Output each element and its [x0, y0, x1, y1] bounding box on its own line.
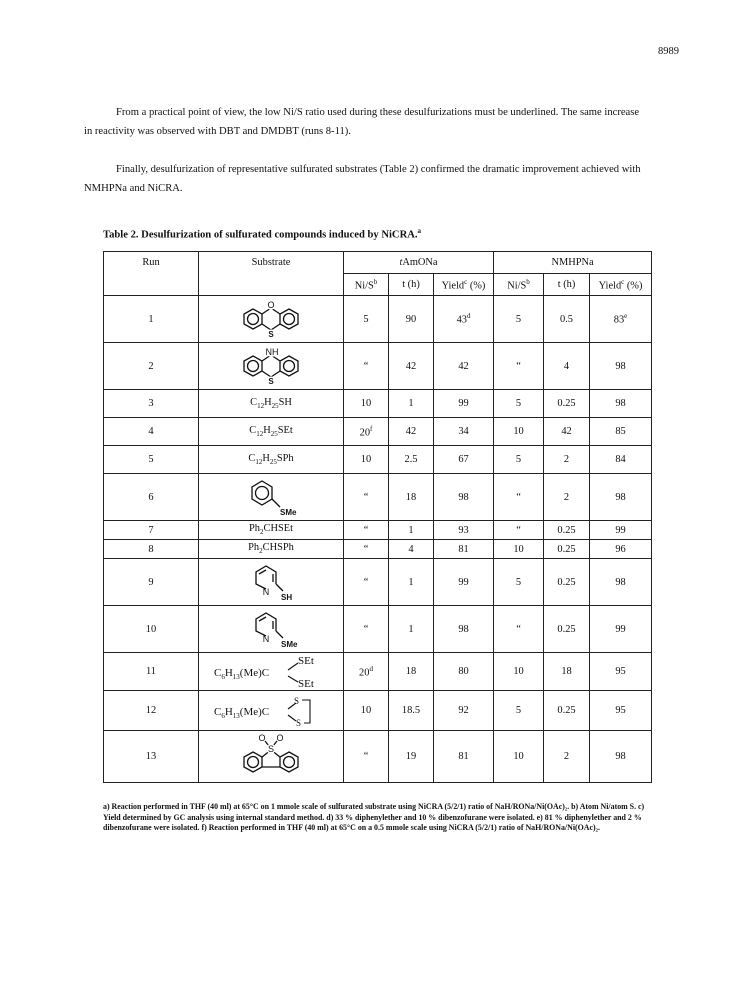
svg-text:O: O: [267, 300, 275, 310]
svg-text:S: S: [296, 717, 302, 728]
ni-s-1: “: [344, 474, 389, 521]
svg-text:C6H13(Me)C: $C_6H_{13}(Me)C$: [214, 705, 270, 720]
yield-1: 67: [434, 446, 494, 474]
ni-s-1: “: [344, 521, 389, 540]
yield-2: 83e: [590, 296, 652, 343]
svg-text:SEt: SEt: [298, 677, 314, 690]
substrate-formula: $Ph_2CHSEt$: [199, 521, 344, 540]
yield-2: 98: [590, 343, 652, 390]
time-2: 0.25: [544, 559, 590, 606]
substrate-methylthiopyridine: [199, 606, 344, 653]
time-2: 0.25: [544, 521, 590, 540]
table-row: [104, 474, 652, 521]
ni-s-2: 5: [494, 390, 544, 418]
header-nmhpna: NMHPNa: [494, 252, 652, 274]
yield-2: 96: [590, 540, 652, 559]
yield-2: 99: [590, 606, 652, 653]
phenoxathiin-structure: [223, 297, 319, 341]
substrate-dibenzothiophene-dioxide: [199, 731, 344, 783]
run-cell: 6: [104, 474, 199, 521]
substrate-phenothiazine: [199, 343, 344, 390]
paragraph-2: Finally, desulfurization of representative sulfurated substrates (Table 2) confirmed the dramatic improvement achieved with NMHPNa and NiCRA.: [84, 164, 641, 194]
table-row: [104, 606, 652, 653]
run-cell: 11: [104, 653, 199, 691]
svg-text:N: N: [262, 634, 270, 644]
time-2: 0.25: [544, 390, 590, 418]
ni-s-2: 5: [494, 446, 544, 474]
time-2: 4: [544, 343, 590, 390]
run-cell: 5: [104, 446, 199, 474]
svg-text:SMe: SMe: [280, 508, 297, 517]
methylthiopyridine-structure: [226, 607, 316, 651]
svg-text:SMe: SMe: [281, 640, 298, 649]
svg-text:SH: SH: [281, 593, 293, 602]
yield-1: 43$^d$: [434, 296, 494, 343]
dibenzothiophene-dioxide-structure: [223, 733, 319, 781]
header-time-1: t (h): [389, 274, 434, 296]
time-1: 1: [389, 521, 434, 540]
time-1: 4: [389, 540, 434, 559]
time-2: 42: [544, 418, 590, 446]
yield-2: 98: [590, 474, 652, 521]
yield-1: 80: [434, 653, 494, 691]
yield-1: 98: [434, 474, 494, 521]
mercaptopyridine-structure: [226, 560, 316, 604]
run-cell: 8: [104, 540, 199, 559]
table-row: [104, 296, 652, 343]
time-2: 18: [544, 653, 590, 691]
yield-2: 98: [590, 390, 652, 418]
ni-s-2: 5: [494, 691, 544, 731]
substrate-thioanisole: [199, 474, 344, 521]
time-2: 2: [544, 446, 590, 474]
ni-s-2: 5: [494, 559, 544, 606]
table-row: [104, 691, 652, 731]
time-1: 1: [389, 606, 434, 653]
header-yield-2: Yield$^c$ (%): [590, 274, 652, 296]
time-2: 2: [544, 731, 590, 783]
ni-s-2: “: [494, 343, 544, 390]
header-tamona: tAmONa: [344, 252, 494, 274]
ni-s-1: “: [344, 731, 389, 783]
svg-text:NH: NH: [265, 347, 279, 357]
run-cell: 7: [104, 521, 199, 540]
run-cell: 9: [104, 559, 199, 606]
substrate-phenoxathiin: [199, 296, 344, 343]
time-1: 90: [389, 296, 434, 343]
time-1: 18: [389, 653, 434, 691]
table-row: [104, 540, 652, 559]
ni-s-2: “: [494, 606, 544, 653]
run-cell: 1: [104, 296, 199, 343]
header-ni-s-1: $Ni/S^b$: [344, 274, 389, 296]
table-footnotes: a) Reaction performed in THF (40 ml) at 65°C on 1 mmole scale of sulfurated substrate using NiCRA (5/2/1) ratio of NaH/RONa/Ni(OAc)₂. b) Atom Ni/atom S. c) Yield determined by GC analysis using internal standard method. d) 33 % diphenylether and 10 % dibenzofurane were isolated. e) 81 % diphenylether and 2 % dibenzofurane were isolated. f) Reaction performed in THF (40 ml) at 65°C on a 0.5 mmole scale using NiCRA (5/2/1) ratio of NaH/RONa/Ni(OAc)₂.: [103, 802, 645, 833]
svg-text:SEt: SEt: [298, 654, 314, 667]
ni-s-1: “: [344, 540, 389, 559]
ni-s-1: 5: [344, 296, 389, 343]
time-1: 2.5: [389, 446, 434, 474]
yield-1: 42: [434, 343, 494, 390]
substrate-mercaptopyridine: [199, 559, 344, 606]
svg-text:S: S: [267, 743, 275, 754]
svg-text:O: O: [276, 732, 284, 743]
ni-s-1: 20$^d$: [344, 653, 389, 691]
run-cell: 2: [104, 343, 199, 390]
substrate-formula: $C_{12}H_{25}SPh$: [199, 446, 344, 474]
table-row: [104, 731, 652, 783]
svg-text:N: N: [262, 587, 270, 597]
header-time-2: t (h): [544, 274, 590, 296]
time-1: 42: [389, 343, 434, 390]
run-cell: 4: [104, 418, 199, 446]
time-2: 0.25: [544, 540, 590, 559]
substrate-formula: $Ph_2CHSPh$: [199, 540, 344, 559]
svg-text:S: S: [268, 330, 274, 339]
yield-2: 98: [590, 559, 652, 606]
ni-s-2: 10: [494, 731, 544, 783]
time-1: 42: [389, 418, 434, 446]
yield-1: 99: [434, 390, 494, 418]
substrate-formula: $C_{12}H_{25}SEt$: [199, 418, 344, 446]
dithiolane-structure: [206, 693, 336, 729]
run-cell: 12: [104, 691, 199, 731]
yield-2: 95: [590, 653, 652, 691]
paragraph-1: From a practical point of view, the low Ni/S ratio used during these desulfurizations must be underlined. The same increase in reactivity was observed with DBT and DMDBT (runs 8-11).: [84, 107, 640, 137]
time-2: 2: [544, 474, 590, 521]
substrate-dithiolane: [199, 691, 344, 731]
svg-text:S: S: [268, 377, 274, 386]
time-2: 0.25: [544, 606, 590, 653]
header-ni-s-2: $Ni/S^b$: [494, 274, 544, 296]
header-yield-1: Yield$^c$ (%): [434, 274, 494, 296]
table-row: [104, 390, 652, 418]
table-row: [104, 446, 652, 474]
time-2: 0.25: [544, 691, 590, 731]
ni-s-2: 5: [494, 296, 544, 343]
time-1: 1: [389, 390, 434, 418]
table-row: [104, 559, 652, 606]
svg-text:O: O: [258, 732, 266, 743]
table-caption: Table 2. Desulfurization of sulfurated compounds induced by NiCRA.$^a$: [103, 227, 422, 241]
substrate-dithioketal: [199, 653, 344, 691]
run-cell: 13: [104, 731, 199, 783]
time-1: 1: [389, 559, 434, 606]
yield-2: 84: [590, 446, 652, 474]
header-substrate: Substrate: [199, 252, 344, 296]
phenothiazine-structure: [223, 344, 319, 388]
ni-s-1: “: [344, 606, 389, 653]
yield-2: 95: [590, 691, 652, 731]
header-run: Run: [104, 252, 199, 296]
ni-s-1: 10: [344, 446, 389, 474]
page-number: 8989: [658, 46, 679, 57]
table-row: [104, 521, 652, 540]
ni-s-2: 10: [494, 653, 544, 691]
yield-2: 98: [590, 731, 652, 783]
yield-2: 85: [590, 418, 652, 446]
time-1: 19: [389, 731, 434, 783]
yield-1: 81: [434, 731, 494, 783]
run-cell: 3: [104, 390, 199, 418]
table-row: [104, 418, 652, 446]
run-cell: 10: [104, 606, 199, 653]
yield-1: 98: [434, 606, 494, 653]
thioanisole-structure: [226, 475, 316, 519]
results-table: [103, 251, 652, 783]
ni-s-2: “: [494, 474, 544, 521]
time-1: 18: [389, 474, 434, 521]
ni-s-1: 20$^f$: [344, 418, 389, 446]
ni-s-1: 10: [344, 691, 389, 731]
ni-s-1: “: [344, 343, 389, 390]
yield-1: 93: [434, 521, 494, 540]
dithioketal-structure: [206, 654, 336, 690]
yield-1: 81: [434, 540, 494, 559]
svg-text:C6H13(Me)C: $C_6H_{13}(Me)C$: [214, 666, 270, 681]
ni-s-2: 10: [494, 418, 544, 446]
ni-s-1: “: [344, 559, 389, 606]
table-row: [104, 343, 652, 390]
ni-s-2: 10: [494, 540, 544, 559]
ni-s-2: “: [494, 521, 544, 540]
time-1: 18.5: [389, 691, 434, 731]
svg-text:S: S: [294, 695, 300, 706]
yield-1: 99: [434, 559, 494, 606]
substrate-formula: $C_{12}H_{25}SH$: [199, 390, 344, 418]
yield-1: 92: [434, 691, 494, 731]
yield-1: 34: [434, 418, 494, 446]
table-row: [104, 653, 652, 691]
time-2: 0.5: [544, 296, 590, 343]
yield-2: 99: [590, 521, 652, 540]
ni-s-1: 10: [344, 390, 389, 418]
